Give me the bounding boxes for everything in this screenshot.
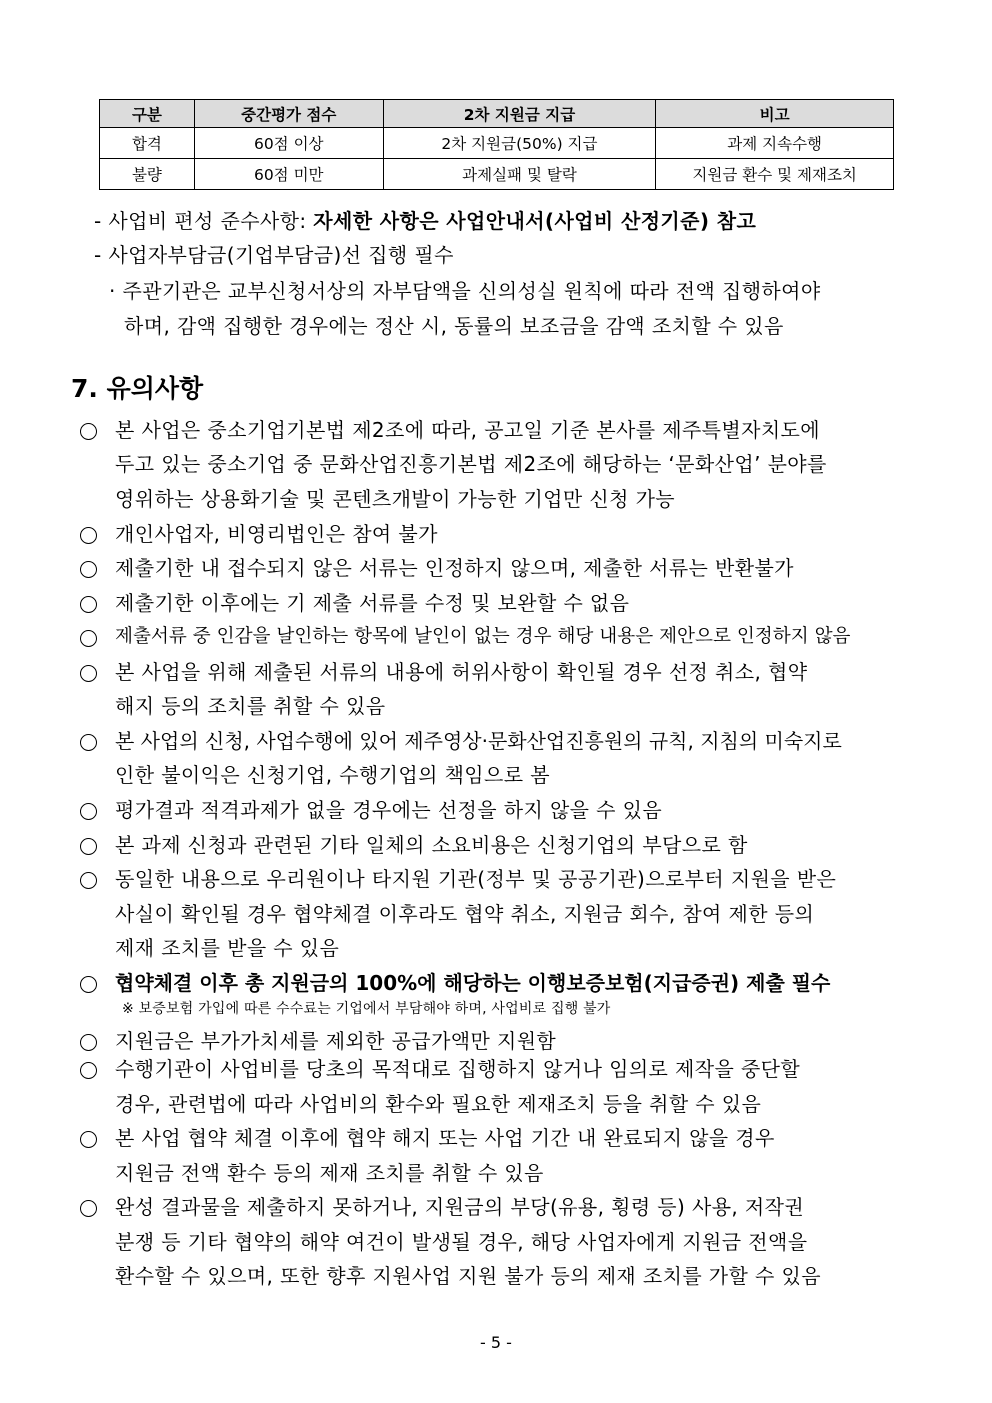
table-row [100,128,894,159]
table-header-row [100,100,894,128]
list-item-line: 인한 불이익은 신청기업, 수행기업의 책임으로 봄 [115,763,550,787]
table-header: 구분 [100,100,195,128]
table-cell: 불량 [100,159,195,190]
list-item-line: 평가결과 적격과제가 없을 경우에는 선정을 하지 않을 수 있음 [115,798,663,822]
circle-bullet-icon [80,596,97,613]
list-item-line: 지원금은 부가가치세를 제외한 공급가액만 지원함 [115,1029,557,1053]
dash-item: - 사업자부담금(기업부담금)선 집행 필수 [94,243,454,267]
table-header: 중간평가 점수 [194,100,383,128]
circle-bullet-icon [80,630,97,647]
note-text: ※ 보증보험 가입에 따른 수수료는 기업에서 부담해야 하며, 사업비로 집행 불가 [122,1001,611,1017]
page-number: - 5 - [480,1333,512,1352]
table-header: 비고 [656,100,894,128]
list-item-line: 제출기한 이후에는 기 제출 서류를 수정 및 보완할 수 없음 [115,591,630,615]
circle-bullet-icon [80,1034,97,1051]
circle-bullet-icon [80,1062,97,1079]
list-item-line: 사실이 확인될 경우 협약체결 이후라도 협약 취소, 지원금 회수, 참여 제한 등의 [115,902,815,926]
table-cell: 60점 이상 [194,128,383,159]
circle-bullet-icon [80,665,97,682]
list-item-line: 제재 조치를 받을 수 있음 [115,936,340,960]
table-cell: 60점 미만 [194,159,383,190]
list-item-line: 협약체결 이후 총 지원금의 100%에 해당하는 이행보증보험(지급증권) 제출 필수 [115,971,831,995]
table-cell: 과제실패 및 탈락 [383,159,656,190]
list-item-line: 두고 있는 중소기업 중 문화산업진흥기본법 제2조에 해당하는 ‘문화산업’ 분야를 [115,452,827,476]
list-item-line: 해지 등의 조치를 취할 수 있음 [115,694,386,718]
list-item-line: 지원금 전액 환수 등의 제재 조치를 취할 수 있음 [115,1161,544,1185]
list-item-line: 동일한 내용으로 우리원이나 타지원 기관(정부 및 공공기관)으로부터 지원을 받은 [115,867,837,891]
circle-bullet-icon [80,423,97,440]
circle-bullet-icon [80,1131,97,1148]
circle-bullet-icon [80,734,97,751]
table-row [100,159,894,190]
list-item-line: 본 사업을 위해 제출된 서류의 내용에 허위사항이 확인될 경우 선정 취소, 협약 [115,660,808,684]
table-cell: 합격 [100,128,195,159]
list-item-line: 완성 결과물을 제출하지 못하거나, 지원금의 부당(유용, 횡령 등) 사용, 저작권 [115,1195,805,1219]
circle-bullet-icon [80,976,97,993]
sub-item-line: 하며, 감액 집행한 경우에는 정산 시, 동률의 보조금을 감액 조치할 수 있음 [124,314,784,338]
list-item-line: 수행기관이 사업비를 당초의 목적대로 집행하지 않거나 임의로 제작을 중단할 [115,1057,801,1081]
section-heading: 7. 유의사항 [71,374,204,403]
circle-bullet-icon [80,1200,97,1217]
list-item-line: 분쟁 등 기타 협약의 해약 여건이 발생될 경우, 해당 사업자에게 지원금 전액을 [115,1230,808,1254]
dash-item-emphasis: 자세한 사항은 사업안내서(사업비 산정기준) 참고 [313,209,757,233]
list-item-line: 영위하는 상용화기술 및 콘텐츠개발이 가능한 기업만 신청 가능 [115,487,676,511]
table-cell: 2차 지원금(50%) 지급 [383,128,656,159]
circle-bullet-icon [80,838,97,855]
circle-bullet-icon [80,803,97,820]
list-item-line: 개인사업자, 비영리법인은 참여 불가 [115,522,438,546]
sub-item-line: · 주관기관은 교부신청서상의 자부담액을 신의성실 원칙에 따라 전액 집행하여야 [109,279,821,303]
circle-bullet-icon [80,561,97,578]
list-item-line: 본 과제 신청과 관련된 기타 일체의 소요비용은 신청기업의 부담으로 함 [115,833,748,857]
dash-item [94,207,756,235]
circle-bullet-icon [80,527,97,544]
table-cell: 과제 지속수행 [656,128,894,159]
list-item-line: 본 사업 협약 체결 이후에 협약 해지 또는 사업 기간 내 완료되지 않을 경우 [115,1126,775,1150]
list-item-line: 제출기한 내 접수되지 않은 서류는 인정하지 않으며, 제출한 서류는 반환불가 [115,556,794,580]
list-item-line: 경우, 관련법에 따라 사업비의 환수와 필요한 제재조치 등을 취할 수 있음 [115,1092,762,1116]
dash-item-text: - 사업비 편성 준수사항: [94,209,314,233]
table-cell: 지원금 환수 및 제재조치 [656,159,894,190]
evaluation-table [99,99,894,190]
circle-bullet-icon [80,872,97,889]
table-header: 2차 지원금 지급 [383,100,656,128]
list-item-line: 환수할 수 있으며, 또한 향후 지원사업 지원 불가 등의 제재 조치를 가할 수 있음 [115,1264,821,1288]
list-item-line: 본 사업의 신청, 사업수행에 있어 제주영상·문화산업진흥원의 규칙, 지침의 미숙지로 [115,729,842,753]
list-item-line: 본 사업은 중소기업기본법 제2조에 따라, 공고일 기준 본사를 제주특별자치도에 [115,418,820,442]
list-item-line: 제출서류 중 인감을 날인하는 항목에 날인이 없는 경우 해당 내용은 제안으로 인정하지 않음 [115,626,851,647]
